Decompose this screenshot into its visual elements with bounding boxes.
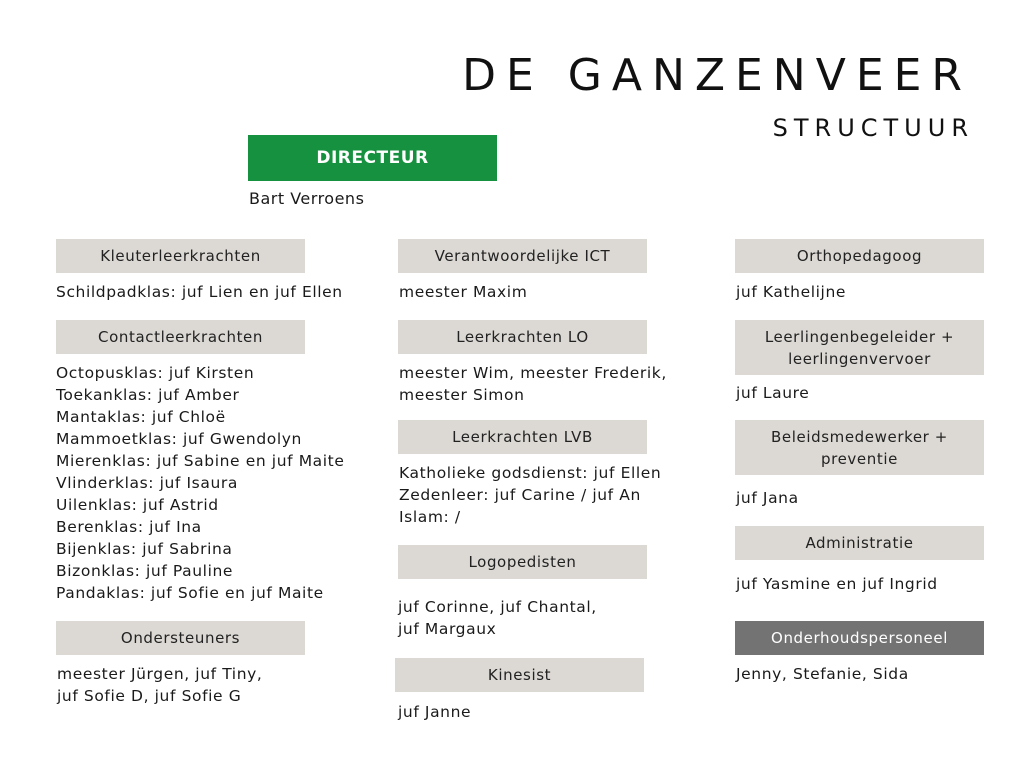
kine-list bbox=[398, 701, 471, 723]
list-item: Zedenleer: juf Carine / juf An bbox=[399, 486, 641, 504]
kine-header: Kinesist bbox=[395, 658, 644, 692]
list-item: juf Margaux bbox=[398, 620, 497, 638]
list-item: Islam: / bbox=[399, 508, 461, 526]
list-item: meester Maxim bbox=[399, 283, 528, 301]
list-item: Bizonklas: juf Pauline bbox=[56, 562, 234, 580]
begeleider-header-line: Leerlingenbegeleider + bbox=[764, 327, 955, 346]
ondersteuners-header: Ondersteuners bbox=[56, 621, 305, 655]
page-title: DE GANZENVEER bbox=[462, 50, 972, 101]
list-item: juf Sofie D, juf Sofie G bbox=[57, 687, 242, 705]
onderhoud-header: Onderhoudspersoneel bbox=[735, 621, 984, 655]
director-name: Bart Verroens bbox=[249, 189, 365, 208]
contact-list bbox=[56, 362, 345, 604]
kleuter-list bbox=[56, 281, 343, 303]
ortho-header: Orthopedagoog bbox=[735, 239, 984, 273]
admin-list bbox=[736, 573, 938, 595]
list-item: Mierenklas: juf Sabine en juf Maite bbox=[56, 452, 345, 470]
list-item: Katholieke godsdienst: juf Ellen bbox=[399, 464, 662, 482]
lo-list bbox=[399, 362, 667, 406]
admin-header: Administratie bbox=[735, 526, 984, 560]
begeleider-header-line: leerlingenvervoer bbox=[788, 349, 931, 368]
page-subtitle: STRUCTUUR bbox=[772, 114, 974, 142]
list-item: Schildpadklas: juf Lien en juf Ellen bbox=[56, 283, 343, 301]
ict-list bbox=[399, 281, 527, 303]
beleid-header bbox=[735, 420, 984, 475]
lvb-header: Leerkrachten LVB bbox=[398, 420, 647, 454]
list-item: meester Wim, meester Frederik, bbox=[399, 364, 667, 382]
list-item: Octopusklas: juf Kirsten bbox=[56, 364, 255, 382]
list-item: juf Janne bbox=[398, 703, 472, 721]
list-item: juf Jana bbox=[736, 489, 799, 507]
list-item: meester Jürgen, juf Tiny, bbox=[57, 665, 263, 683]
beleid-list bbox=[736, 487, 799, 509]
kleuter-header: Kleuterleerkrachten bbox=[56, 239, 305, 273]
logo-header: Logopedisten bbox=[398, 545, 647, 579]
list-item: Vlinderklas: juf Isaura bbox=[56, 474, 238, 492]
logo-list bbox=[398, 596, 597, 640]
list-item: Berenklas: juf Ina bbox=[56, 518, 202, 536]
list-item: juf Laure bbox=[736, 384, 810, 402]
list-item: Uilenklas: juf Astrid bbox=[56, 496, 219, 514]
ondersteuners-list bbox=[57, 663, 262, 707]
list-item: juf Corinne, juf Chantal, bbox=[398, 598, 597, 616]
lo-header: Leerkrachten LO bbox=[398, 320, 647, 354]
beleid-header-line: Beleidsmedewerker + bbox=[771, 427, 948, 446]
list-item: Toekanklas: juf Amber bbox=[56, 386, 240, 404]
list-item: Jenny, Stefanie, Sida bbox=[736, 665, 909, 683]
list-item: juf Yasmine en juf Ingrid bbox=[736, 575, 938, 593]
contact-header: Contactleerkrachten bbox=[56, 320, 305, 354]
ict-header: Verantwoordelijke ICT bbox=[398, 239, 647, 273]
list-item: Bijenklas: juf Sabrina bbox=[56, 540, 233, 558]
director-label: DIRECTEUR bbox=[248, 135, 497, 181]
begeleider-list bbox=[736, 382, 809, 404]
list-item: Mantaklas: juf Chloë bbox=[56, 408, 226, 426]
begeleider-header bbox=[735, 320, 984, 375]
beleid-header-line: preventie bbox=[821, 449, 898, 468]
list-item: meester Simon bbox=[399, 386, 525, 404]
ortho-list bbox=[736, 281, 846, 303]
list-item: Mammoetklas: juf Gwendolyn bbox=[56, 430, 302, 448]
list-item: Pandaklas: juf Sofie en juf Maite bbox=[56, 584, 324, 602]
list-item: juf Kathelijne bbox=[736, 283, 847, 301]
lvb-list bbox=[399, 462, 661, 528]
onderhoud-list bbox=[736, 663, 909, 685]
